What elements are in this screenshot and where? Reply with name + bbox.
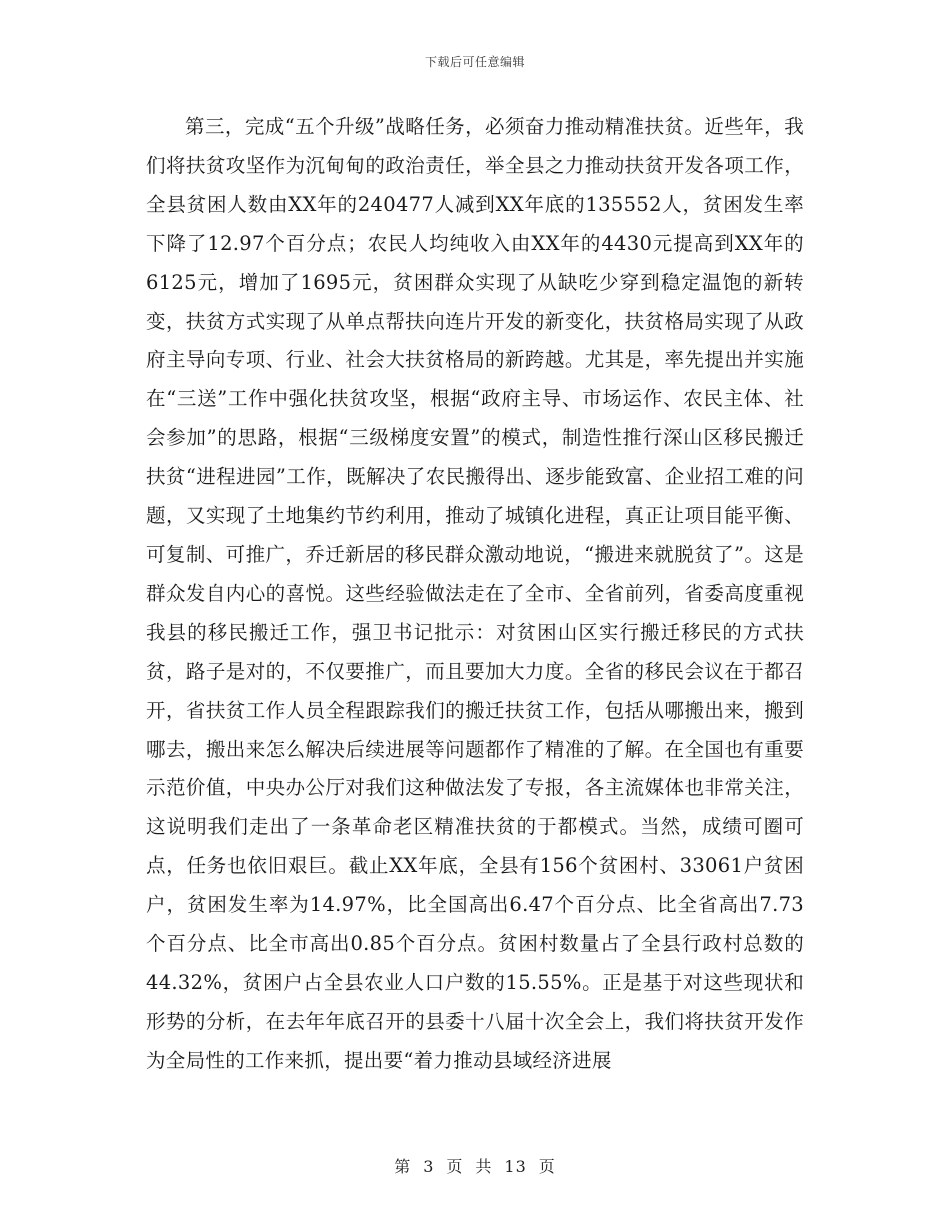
- footer-prefix: 第: [394, 1157, 412, 1176]
- footer-suffix: 页: [538, 1157, 556, 1176]
- footer-page-word: 页: [446, 1157, 464, 1176]
- footer-current-page: 3: [423, 1157, 435, 1176]
- body-paragraph: 第三，完成“五个升级”战略任务，必须奋力推动精准扶贫。近些年，我们将扶贫攻坚作为沉甸甸的政治责任，举全县之力推动扶贫开发各项工作，全县贫困人数由XX年的240477人减到XX年底的135552人，贫困发生率下降了12.97个百分点；农民人均纯收入由XX年的4430元提高到XX年的6125元，增加了1695元，贫困群众实现了从缺吃少穿到稳定温饱的新转变，扶贫方式实现了从单点帮扶向连片开发的新变化，扶贫格局实现了从政府主导向专项、行业、社会大扶贫格局的新跨越。尤其是，率先提出并实施在“三送”工作中强化扶贫攻坚，根据“政府主导、市场运作、农民主体、社会参加”的思路，根据“三级梯度安置”的模式，制造性推行深山区移民搬迁扶贫“进程进园”工作，既解决了农民搬得出、逐步能致富、企业招工难的问题，又实现了土地集约节约利用，推动了城镇化进程，真正让项目能平衡、可复制、可推广，乔迁新居的移民群众激动地说，“搬进来就脱贫了”。这是群众发自内心的喜悦。这些经验做法走在了全市、全省前列，省委高度重视我县的移民搬迁工作，强卫书记批示：对贫困山区实行搬迁移民的方式扶贫，路子是对的，不仅要推广，而且要加大力度。全省的移民会议在于都召开，省扶贫工作人员全程跟踪我们的搬迁扶贫工作，包括从哪搬出来，搬到哪去，搬出来怎么解决后续进展等问题都作了精准的了解。在全国也有重要示范价值，中央办公厅对我们这种做法发了专报，各主流媒体也非常关注，这说明我们走出了一条革命老区精准扶贫的于都模式。当然，成绩可圈可点，任务也依旧艰巨。截止XX年底，全县有156个贫困村、33061户贫困户，贫困发生率为14.97%，比全国高出6.47个百分点、比全省高出7.73个百分点、比全市高出0.85个百分点。贫困村数量占了全县行政村总数的44.32%，贫困户占全县农业人口户数的15.55%。正是基于对这些现状和形势的分析，在去年年底召开的县委十八届十次全会上，我们将扶贫开发作为全局性的工作来抓，提出要“着力推动县域经济进展: [146, 115, 804, 1072]
- footer-total-word: 共: [475, 1157, 493, 1176]
- page-header-note: 下载后可任意编辑: [424, 55, 525, 69]
- footer-total-pages: 13: [504, 1157, 527, 1176]
- page-number-footer: [0, 1154, 950, 1177]
